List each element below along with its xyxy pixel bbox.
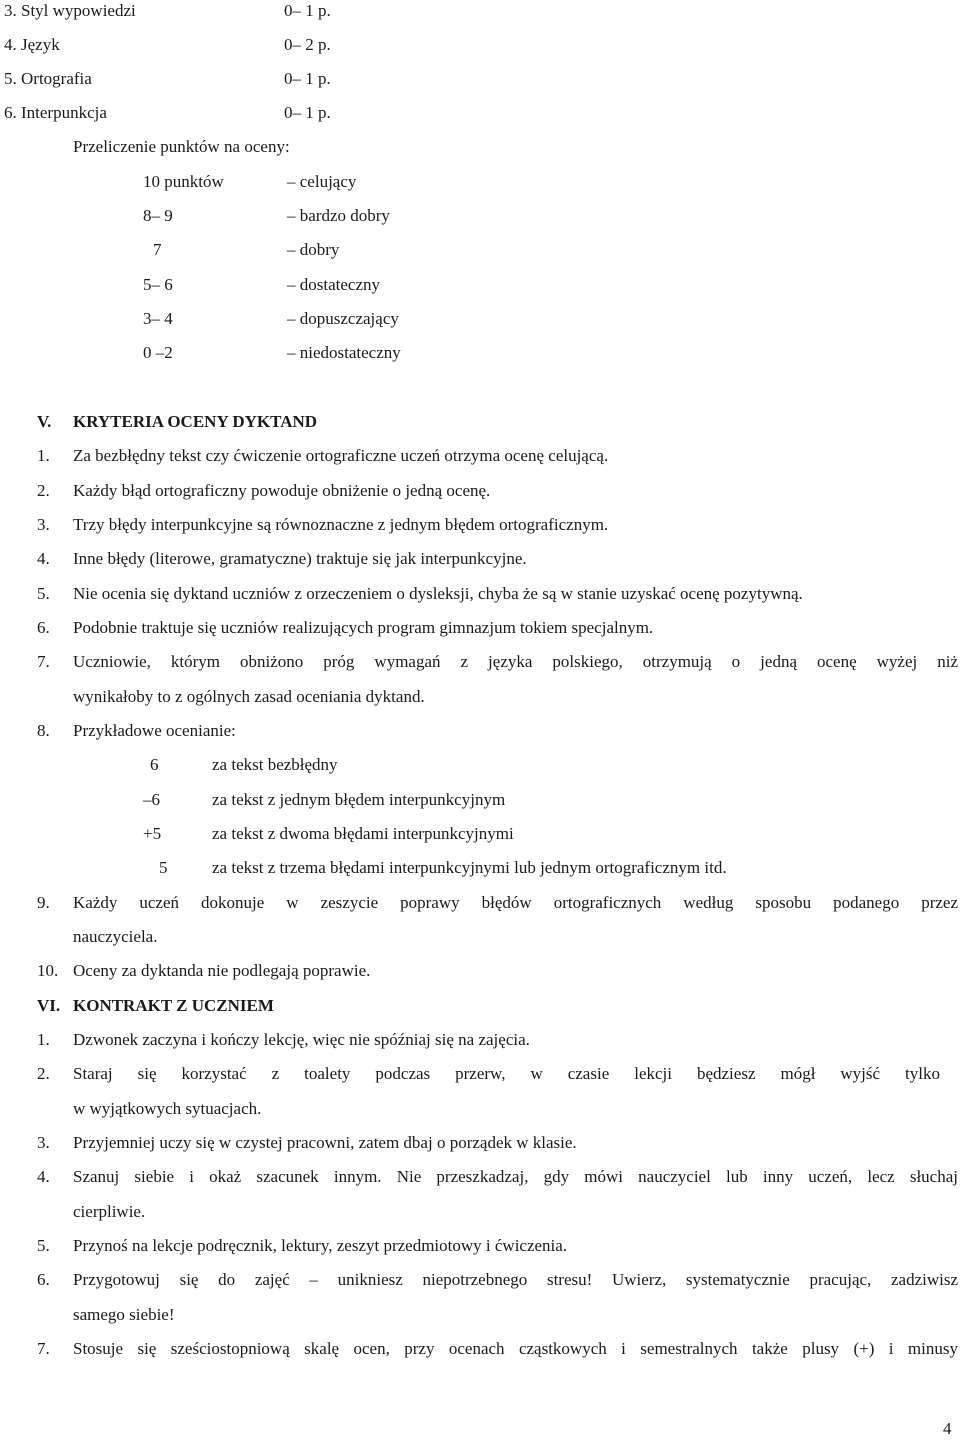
- list-number: 7.: [37, 1339, 50, 1358]
- score-points: 0– 1 p.: [284, 1, 331, 20]
- list-item-text: Inne błędy (literowe, gramatyczne) traktuje się jak interpunkcyjne.: [73, 549, 527, 568]
- conversion-points: 5– 6: [143, 275, 173, 294]
- conversion-grade: – bardzo dobry: [287, 206, 390, 225]
- section-number: V.: [37, 412, 52, 431]
- conversion-grade: – dopuszczający: [287, 309, 399, 328]
- score-points: 0– 1 p.: [284, 69, 331, 88]
- conversion-points: 3– 4: [143, 309, 173, 328]
- example-desc: za tekst z trzema błędami interpunkcyjnymi lub jednym ortograficznym itd.: [212, 858, 727, 877]
- example-grade: 5: [159, 858, 168, 877]
- list-item-text: Za bezbłędny tekst czy ćwiczenie ortograficzne uczeń otrzyma ocenę celującą.: [73, 446, 609, 465]
- list-number: 10.: [37, 961, 59, 980]
- conversion-grade: – niedostateczny: [287, 343, 401, 362]
- list-item-continuation: samego siebie!: [73, 1305, 175, 1324]
- list-number: 8.: [37, 721, 50, 740]
- score-points: 0– 1 p.: [284, 103, 331, 122]
- list-number: 2.: [37, 1064, 50, 1083]
- example-grade: +5: [143, 824, 162, 843]
- list-number: 5.: [37, 584, 50, 603]
- list-number: 5.: [37, 1236, 50, 1255]
- list-item-text: Stosuje się sześciostopniową skalę ocen, przy ocenach cząstkowych i semestralnych także plusy (+) i minusy: [73, 1339, 958, 1358]
- list-number: 4.: [37, 549, 50, 568]
- list-item-text: Szanuj siebie i okaż szacunek innym. Nie przeszkadzaj, gdy mówi nauczyciel lub inny uczeń, lecz słuchaj: [73, 1167, 958, 1186]
- example-grade: –6: [143, 790, 160, 809]
- list-number: 1.: [37, 1030, 50, 1049]
- conversion-points: 7: [153, 240, 162, 259]
- list-number: 7.: [37, 652, 50, 671]
- conversion-points: 0 –2: [143, 343, 173, 362]
- conversion-grade: – celujący: [287, 172, 357, 191]
- example-desc: za tekst bezbłędny: [212, 755, 338, 774]
- conversion-points: 10 punktów: [143, 172, 224, 191]
- list-item-text: Oceny za dyktanda nie podlegają poprawie.: [73, 961, 371, 980]
- score-label: 3. Styl wypowiedzi: [4, 1, 136, 20]
- example-grade: 6: [150, 755, 159, 774]
- list-number: 4.: [37, 1167, 50, 1186]
- list-item-text: Nie ocenia się dyktand uczniów z orzeczeniem o dysleksji, chyba że są w stanie uzyskać ocenę pozytywną.: [73, 584, 803, 603]
- list-item-continuation: w wyjątkowych sytuacjach.: [73, 1099, 262, 1118]
- list-item-text: Każdy uczeń dokonuje w zeszycie poprawy błędów ortograficznych według sposobu podanego przez: [73, 893, 958, 912]
- list-number: 2.: [37, 481, 50, 500]
- example-desc: za tekst z jednym błędem interpunkcyjnym: [212, 790, 506, 809]
- score-label: 4. Język: [4, 35, 60, 54]
- conversion-heading: Przeliczenie punktów na oceny:: [73, 137, 290, 156]
- list-number: 6.: [37, 1270, 50, 1289]
- section-title: KONTRAKT Z UCZNIEM: [73, 996, 274, 1015]
- list-number: 3.: [37, 515, 50, 534]
- list-number: 1.: [37, 446, 50, 465]
- list-item-text: Trzy błędy interpunkcyjne są równoznaczne z jednym błędem ortograficznym.: [73, 515, 609, 534]
- list-item-text: Przynoś na lekcje podręcznik, lektury, zeszyt przedmiotowy i ćwiczenia.: [73, 1236, 568, 1255]
- list-item-text: Uczniowie, którym obniżono próg wymagań z języka polskiego, otrzymują o jedną ocenę wyżej niż: [73, 652, 958, 671]
- list-item-text: Staraj się korzystać z toalety podczas przerw, w czasie lekcji będziesz mógł wyjść tylko: [73, 1064, 940, 1083]
- page-number: 4: [943, 1419, 952, 1438]
- conversion-grade: – dobry: [287, 240, 340, 259]
- list-number: 6.: [37, 618, 50, 637]
- list-item-continuation: cierpliwie.: [73, 1202, 146, 1221]
- list-item-text: Każdy błąd ortograficzny powoduje obniżenie o jedną ocenę.: [73, 481, 491, 500]
- conversion-grade: – dostateczny: [287, 275, 380, 294]
- list-item-text: Przygotowuj się do zajęć – unikniesz niepotrzebnego stresu! Uwierz, systematycznie pracując, zadziwisz: [73, 1270, 958, 1289]
- conversion-points: 8– 9: [143, 206, 173, 225]
- score-points: 0– 2 p.: [284, 35, 331, 54]
- list-item-text: Przykładowe ocenianie:: [73, 721, 236, 740]
- list-item-continuation: nauczyciela.: [73, 927, 158, 946]
- section-title: KRYTERIA OCENY DYKTAND: [73, 412, 318, 431]
- list-item-text: Przyjemniej uczy się w czystej pracowni, zatem dbaj o porządek w klasie.: [73, 1133, 577, 1152]
- section-number: VI.: [37, 996, 61, 1015]
- list-item-continuation: wynikałoby to z ogólnych zasad oceniania dyktand.: [73, 687, 425, 706]
- score-label: 6. Interpunkcja: [4, 103, 107, 122]
- list-item-text: Podobnie traktuje się uczniów realizujących program gimnazjum tokiem specjalnym.: [73, 618, 654, 637]
- list-item-text: Dzwonek zaczyna i kończy lekcję, więc nie spóźniaj się na zajęcia.: [73, 1030, 530, 1049]
- list-number: 9.: [37, 893, 50, 912]
- list-number: 3.: [37, 1133, 50, 1152]
- example-desc: za tekst z dwoma błędami interpunkcyjnymi: [212, 824, 514, 843]
- score-label: 5. Ortografia: [4, 69, 92, 88]
